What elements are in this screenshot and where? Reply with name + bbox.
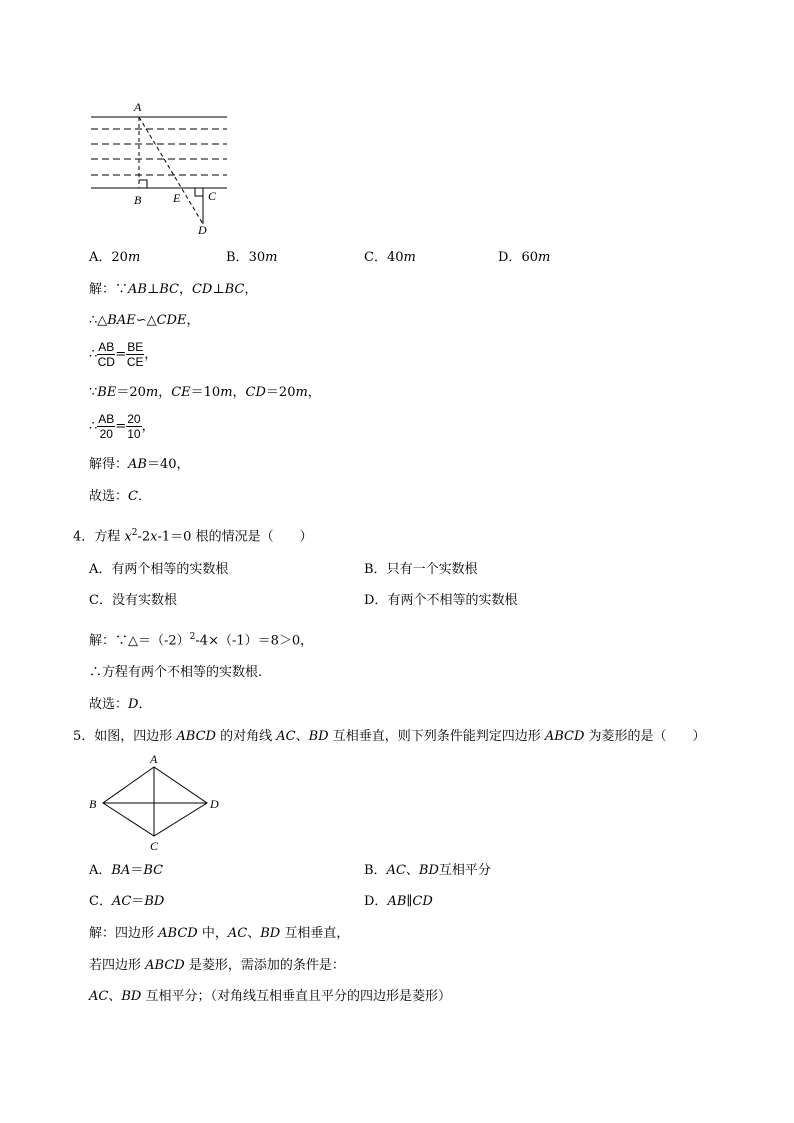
q3-sol-line3: ∴ $\frac{AB}{CD}$ = $\frac{BE}{CE}$ ， (89, 340, 158, 369)
q4-sol-line2: ∴方程有两个不相等的实数根. (89, 665, 263, 680)
label-b: B (134, 193, 142, 207)
q3-sol-line6: 解得：AB＝40， (89, 457, 190, 472)
fraction-ab-cd: $\frac{AB}{CD}$ (97, 340, 115, 369)
q5-sol-line1: 解：四边形 ABCD 中，AC、BD 互相垂直， (89, 926, 350, 941)
quadrilateral-abcd (103, 767, 207, 836)
label-e: E (173, 191, 181, 205)
q5-stem: 5．如图，四边形 ABCD 的对角线 AC、BD 互相垂直，则下列条件能判定四边形 ABCD 为菱形的是（ ） (73, 729, 706, 744)
rhombus-label-d: D (210, 797, 219, 811)
q3-sol-line5: ∴ $\frac{AB}{20}$ = $\frac{20}{10}$ ， (89, 412, 155, 441)
q5-option-a: A．BA＝BC (89, 863, 164, 878)
segment-ad (139, 117, 203, 224)
q5-option-d: D．AB∥CD (364, 894, 433, 909)
q5-option-c: C．AC＝BD (89, 894, 165, 909)
river-figure (85, 96, 235, 241)
q3-option-c: C．40m (364, 250, 416, 265)
q5-sol-line2: 若四边形 ABCD 是菱形，需添加的条件是： (89, 958, 345, 973)
q4-option-b: B．只有一个实数根 (364, 562, 478, 577)
q3-sol-line1: 解：∵AB⊥BC，CD⊥BC， (89, 282, 258, 297)
rhombus-label-a: A (150, 752, 158, 766)
q4-option-c: C．没有实数根 (89, 593, 177, 608)
q4-sol-line1: 解：$\because\triangle=(-2)^2-4\times(-1)=8>0$， (89, 632, 314, 649)
right-angle-c (195, 188, 203, 196)
rhombus-figure (85, 752, 225, 856)
q4-stem: 4．方程 $x^2-2x-1=0$ 根的情况是（ ） (73, 528, 313, 545)
label-d: D (198, 223, 207, 237)
q3-option-a: A．20m (89, 250, 141, 265)
q3-option-b: B．30m (226, 250, 278, 265)
q5-sol-line3: AC、BD 互相平分；（对角线互相垂直且平分的四边形是菱形） (89, 989, 451, 1004)
q3-sol-line4: ∵BE＝20m，CE＝10m，CD＝20m， (89, 385, 321, 400)
rhombus-label-b: B (89, 797, 97, 811)
q3-option-d: D．60m (498, 250, 551, 265)
q4-option-a: A．有两个相等的实数根 (89, 562, 229, 577)
q3-sol-line7: 故选：C． (89, 489, 151, 504)
label-a: A (134, 100, 142, 114)
q4-sol-line3: 故选：D． (89, 697, 152, 712)
fraction-ab-20: $\frac{AB}{20}$ (98, 412, 115, 441)
q4-option-d: D．有两个不相等的实数根 (364, 593, 518, 608)
rhombus-label-c: C (150, 839, 159, 853)
right-angle-b (139, 180, 147, 188)
q5-option-b: B．AC、BD互相平分 (364, 863, 491, 878)
q3-sol-line2: ∴△BAE∽△CDE， (89, 313, 200, 328)
fraction-20-10: $\frac{20}{10}$ (127, 412, 141, 441)
fraction-be-ce: $\frac{BE}{CE}$ (126, 340, 144, 369)
label-c: C (208, 189, 217, 203)
